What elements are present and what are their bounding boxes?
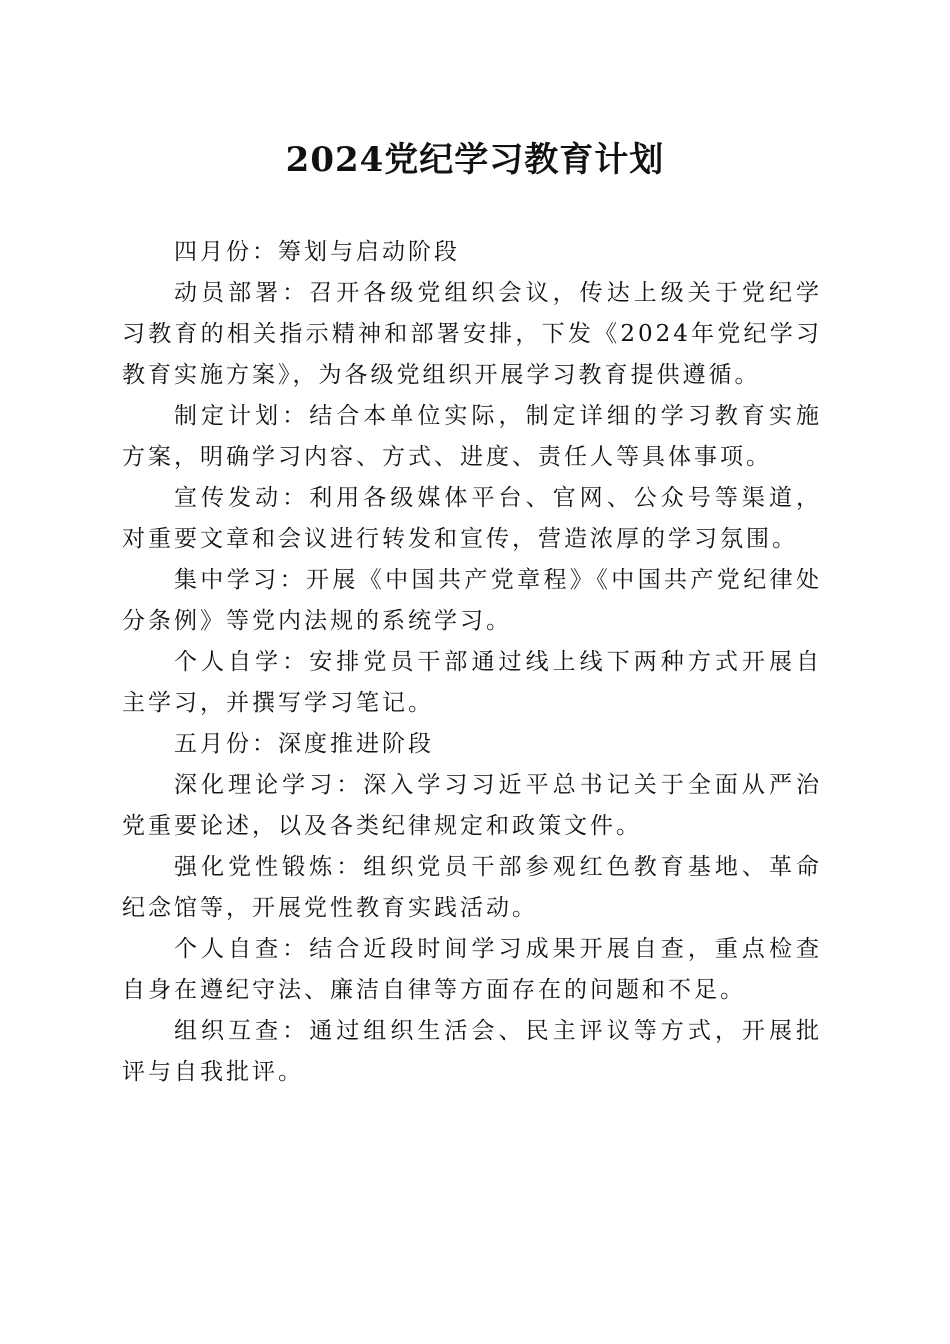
paragraph-theory-study: 深化理论学习：深入学习习近平总书记关于全面从严治党重要论述，以及各类纪律规定和政策文件。 [122,772,822,839]
paragraph-group-study: 集中学习：开展《中国共产党章程》《中国共产党纪律处分条例》等党内法规的系统学习。 [122,567,822,634]
section-heading-may: 五月份：深度推进阶段 [174,731,434,757]
section-heading-april: 四月份：筹划与启动阶段 [174,239,460,265]
paragraph-self-check: 个人自查：结合近段时间学习成果开展自查，重点检查自身在遵纪守法、廉洁自律等方面存在的问题和不足。 [122,936,822,1003]
paragraph-self-study: 个人自学：安排党员干部通过线上线下两种方式开展自主学习，并撰写学习笔记。 [122,649,822,716]
paragraph-planning: 制定计划：结合本单位实际，制定详细的学习教育实施方案，明确学习内容、方式、进度、责任人等具体事项。 [122,403,822,470]
paragraph-mobilization: 动员部署：召开各级党组织会议，传达上级关于党纪学习教育的相关指示精神和部署安排，下发《2024年党纪学习教育实施方案》，为各级党组织开展学习教育提供遵循。 [122,280,822,388]
paragraph-mutual-check: 组织互查：通过组织生活会、民主评议等方式，开展批评与自我批评。 [122,1018,822,1085]
document-body [122,232,822,1093]
paragraph-party-spirit: 强化党性锻炼：组织党员干部参观红色教育基地、革命纪念馆等，开展党性教育实践活动。 [122,854,822,921]
paragraph-publicity: 宣传发动：利用各级媒体平台、官网、公众号等渠道，对重要文章和会议进行转发和宣传，营造浓厚的学习氛围。 [122,485,822,552]
document-title: 2024党纪学习教育计划 [285,140,665,180]
